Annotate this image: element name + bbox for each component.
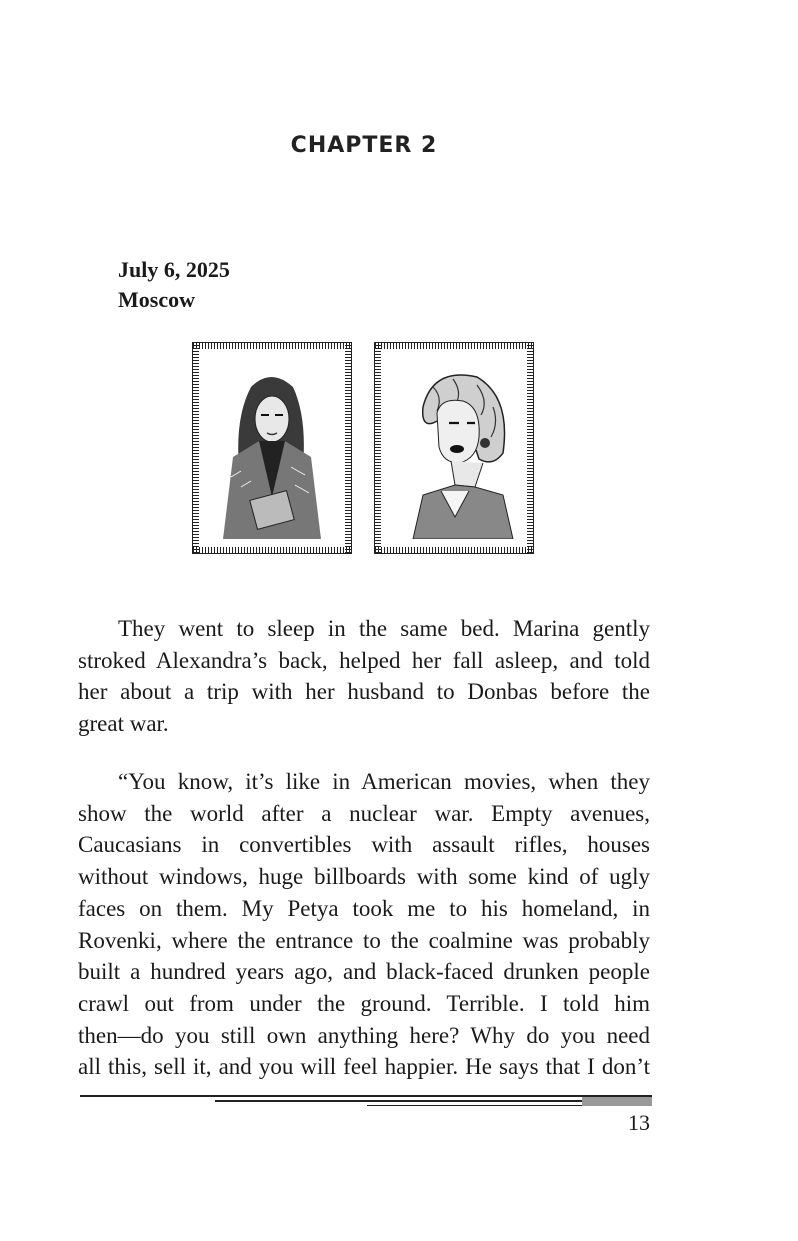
paragraph-1 [78,613,650,740]
portrait-blonde-woman [374,342,534,554]
paragraph-line: then—do you still own anything here? Why do you need [78,1022,650,1048]
dateline-date: July 6, 2025 [118,257,230,282]
portrait-dark-haired-woman-image [211,367,333,539]
paragraph-line: “You know, it’s like in American movies, when they [118,769,650,794]
portrait-blonde-woman-image [393,367,515,539]
paragraph-line: all this, sell it, and you will feel happier. He says that I don’t [78,1054,650,1080]
footer-rule-1 [80,1095,652,1097]
paragraph-line: great war. [78,711,169,737]
paragraph-line: crawl out from under the ground. Terrible. I told him [78,990,650,1016]
paragraph-line: show the world after a nuclear war. Empty avenues, [78,800,650,826]
paragraph-line: without windows, huge billboards with some kind of ugly [78,864,650,890]
paragraph-line: faces on them. My Petya took me to his homeland, in [78,895,650,921]
paragraph-line: They went to sleep in the same bed. Marina gently [118,616,650,641]
paragraph-2 [78,766,650,1083]
paragraph-line: her about a trip with her husband to Donbas before the [78,679,650,705]
paragraph-line: stroked Alexandra’s back, helped her fall asleep, and told [78,647,650,673]
dateline-place: Moscow [118,287,195,312]
paragraph-line: Caucasians in convertibles with assault rifles, houses [78,832,650,858]
paragraph-line: Rovenki, where the entrance to the coalmine was probably [78,927,650,953]
footer-rule-accent [582,1097,652,1106]
page-number: 13 [628,1110,650,1135]
paragraph-line: built a hundred years ago, and black-faced drunken people [78,959,650,985]
chapter-title: CHAPTER 2 [290,133,438,158]
dateline [118,255,230,315]
portrait-dark-haired-woman [192,342,352,554]
